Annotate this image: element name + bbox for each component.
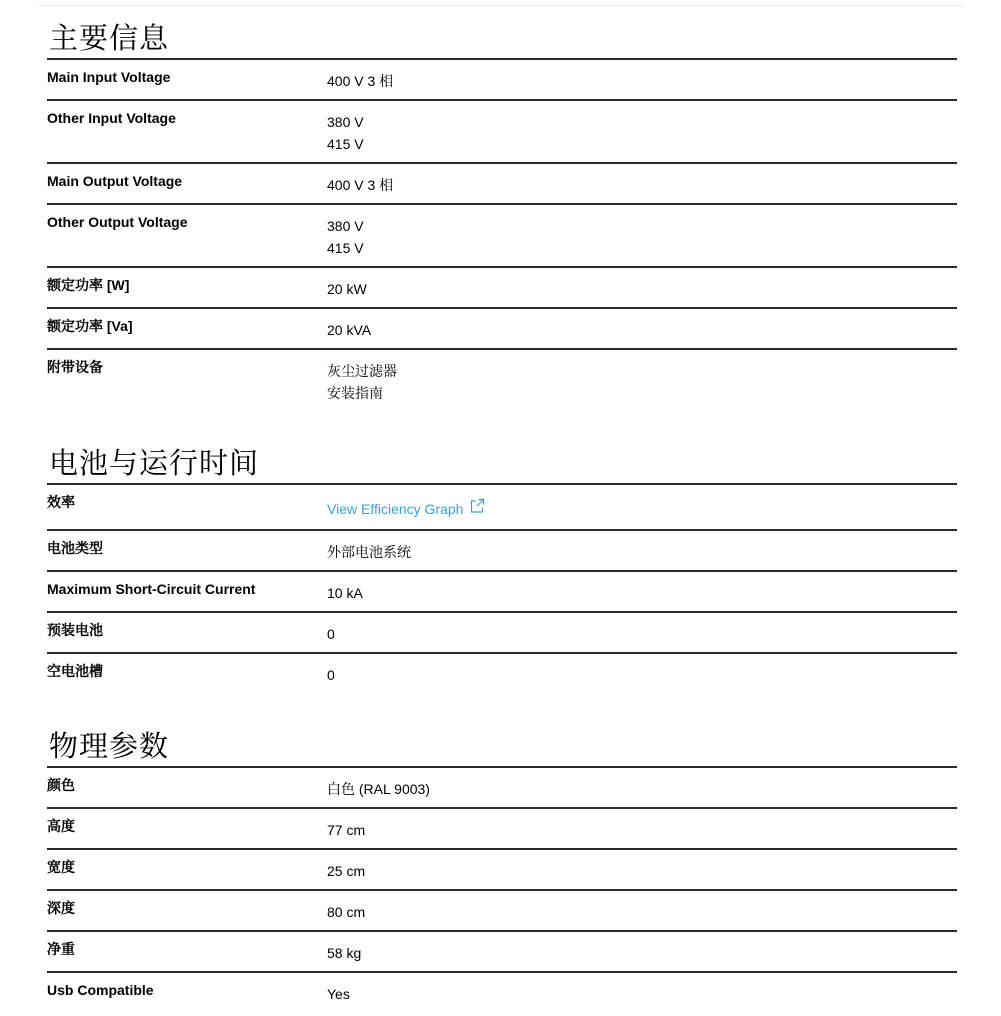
spec-values: [327, 891, 365, 930]
view-efficiency-graph-label: View Efficiency Graph: [327, 501, 464, 517]
spec-values: [327, 572, 363, 611]
spec-value: 20 kW: [327, 281, 367, 297]
spec-label: Maximum Short-Circuit Current: [47, 581, 256, 597]
spec-row-depth: [47, 891, 957, 932]
section-physical: [47, 728, 957, 1014]
spec-label: Other Input Voltage: [47, 110, 176, 126]
spec-value: 58 kg: [327, 945, 362, 961]
spec-value: 10 kA: [327, 585, 363, 601]
spec-row-height: [47, 809, 957, 850]
spec-value: 400 V 3 相: [327, 73, 394, 89]
spec-values: [327, 613, 335, 652]
spec-value: 77 cm: [327, 822, 366, 838]
spec-values: [327, 932, 361, 971]
spec-row-preinstalled-batteries: [47, 613, 957, 654]
spec-values: [327, 809, 365, 848]
spec-value: 415 V: [327, 136, 364, 152]
spec-values: [327, 973, 350, 1014]
spec-value: 415 V: [327, 240, 364, 256]
spec-row-main-output-voltage: [47, 164, 957, 205]
spec-values: [327, 205, 364, 266]
spec-label: 高度: [47, 818, 75, 834]
spec-table-physical: [47, 766, 957, 1014]
spec-value: 380 V: [327, 218, 364, 234]
spec-label: 附带设备: [47, 359, 103, 375]
spec-value: 0: [327, 626, 335, 642]
spec-row-color: [47, 768, 957, 809]
spec-value: 20 kVA: [327, 322, 372, 338]
spec-value: 25 cm: [327, 863, 366, 879]
view-efficiency-graph-link[interactable]: [327, 498, 485, 520]
spec-label: 效率: [47, 494, 75, 510]
spec-label: 额定功率 [W]: [47, 277, 130, 293]
spec-label: 净重: [47, 941, 75, 957]
spec-label: 预装电池: [47, 622, 103, 638]
spec-label: Main Output Voltage: [47, 173, 183, 189]
spec-table-battery-runtime: [47, 483, 957, 695]
spec-values: [327, 60, 393, 99]
spec-value: Yes: [327, 986, 350, 1002]
spec-value: 80 cm: [327, 904, 366, 920]
section-title-battery-runtime: 电池与运行时间: [49, 446, 260, 480]
spec-value: 灰尘过滤器: [327, 363, 397, 379]
section-main-info: [47, 20, 957, 413]
spec-row-other-output-voltage: [47, 205, 957, 268]
spec-label: Other Output Voltage: [47, 214, 188, 230]
spec-row-rated-power-w: [47, 268, 957, 309]
spec-value: 380 V: [327, 114, 364, 130]
section-title-main-info: 主要信息: [49, 21, 170, 55]
spec-row-max-short-circuit-current: [47, 572, 957, 613]
spec-row-empty-battery-slots: [47, 654, 957, 695]
spec-row-included-equipment: [47, 350, 957, 413]
spec-label: 空电池槽: [47, 663, 103, 679]
spec-value: 外部电池系统: [327, 544, 411, 560]
top-divider: [38, 5, 964, 6]
spec-values: [327, 309, 371, 348]
spec-values: [327, 768, 430, 807]
spec-label: 额定功率 [Va]: [47, 318, 133, 334]
spec-label: 宽度: [47, 859, 75, 875]
spec-value: 白色 (RAL 9003): [327, 781, 430, 797]
spec-row-rated-power-va: [47, 309, 957, 350]
spec-values: [327, 101, 364, 162]
spec-value: 400 V 3 相: [327, 177, 394, 193]
spec-value: 安装指南: [327, 385, 383, 401]
spec-row-width: [47, 850, 957, 891]
spec-row-other-input-voltage: [47, 101, 957, 164]
spec-values: [327, 268, 367, 307]
spec-row-main-input-voltage: [47, 60, 957, 101]
spec-row-net-weight: [47, 932, 957, 973]
spec-values: [327, 164, 393, 203]
spec-values: [327, 654, 335, 695]
spec-table-main-info: [47, 58, 957, 413]
external-link-icon: [469, 498, 485, 514]
spec-label: 深度: [47, 900, 75, 916]
spec-values: [327, 850, 365, 889]
spec-label: 颜色: [47, 777, 75, 793]
spec-row-battery-type: [47, 531, 957, 572]
spec-value: 0: [327, 667, 335, 683]
spec-values: [327, 531, 411, 570]
spec-values: [327, 350, 397, 413]
spec-values: [327, 485, 485, 529]
spec-row-usb-compatible: [47, 973, 957, 1014]
spec-label: Main Input Voltage: [47, 69, 171, 85]
spec-label: Usb Compatible: [47, 982, 154, 998]
section-battery-runtime: [47, 445, 957, 695]
spec-row-efficiency: [47, 485, 957, 531]
section-title-physical: 物理参数: [49, 729, 170, 763]
spec-label: 电池类型: [47, 540, 103, 556]
